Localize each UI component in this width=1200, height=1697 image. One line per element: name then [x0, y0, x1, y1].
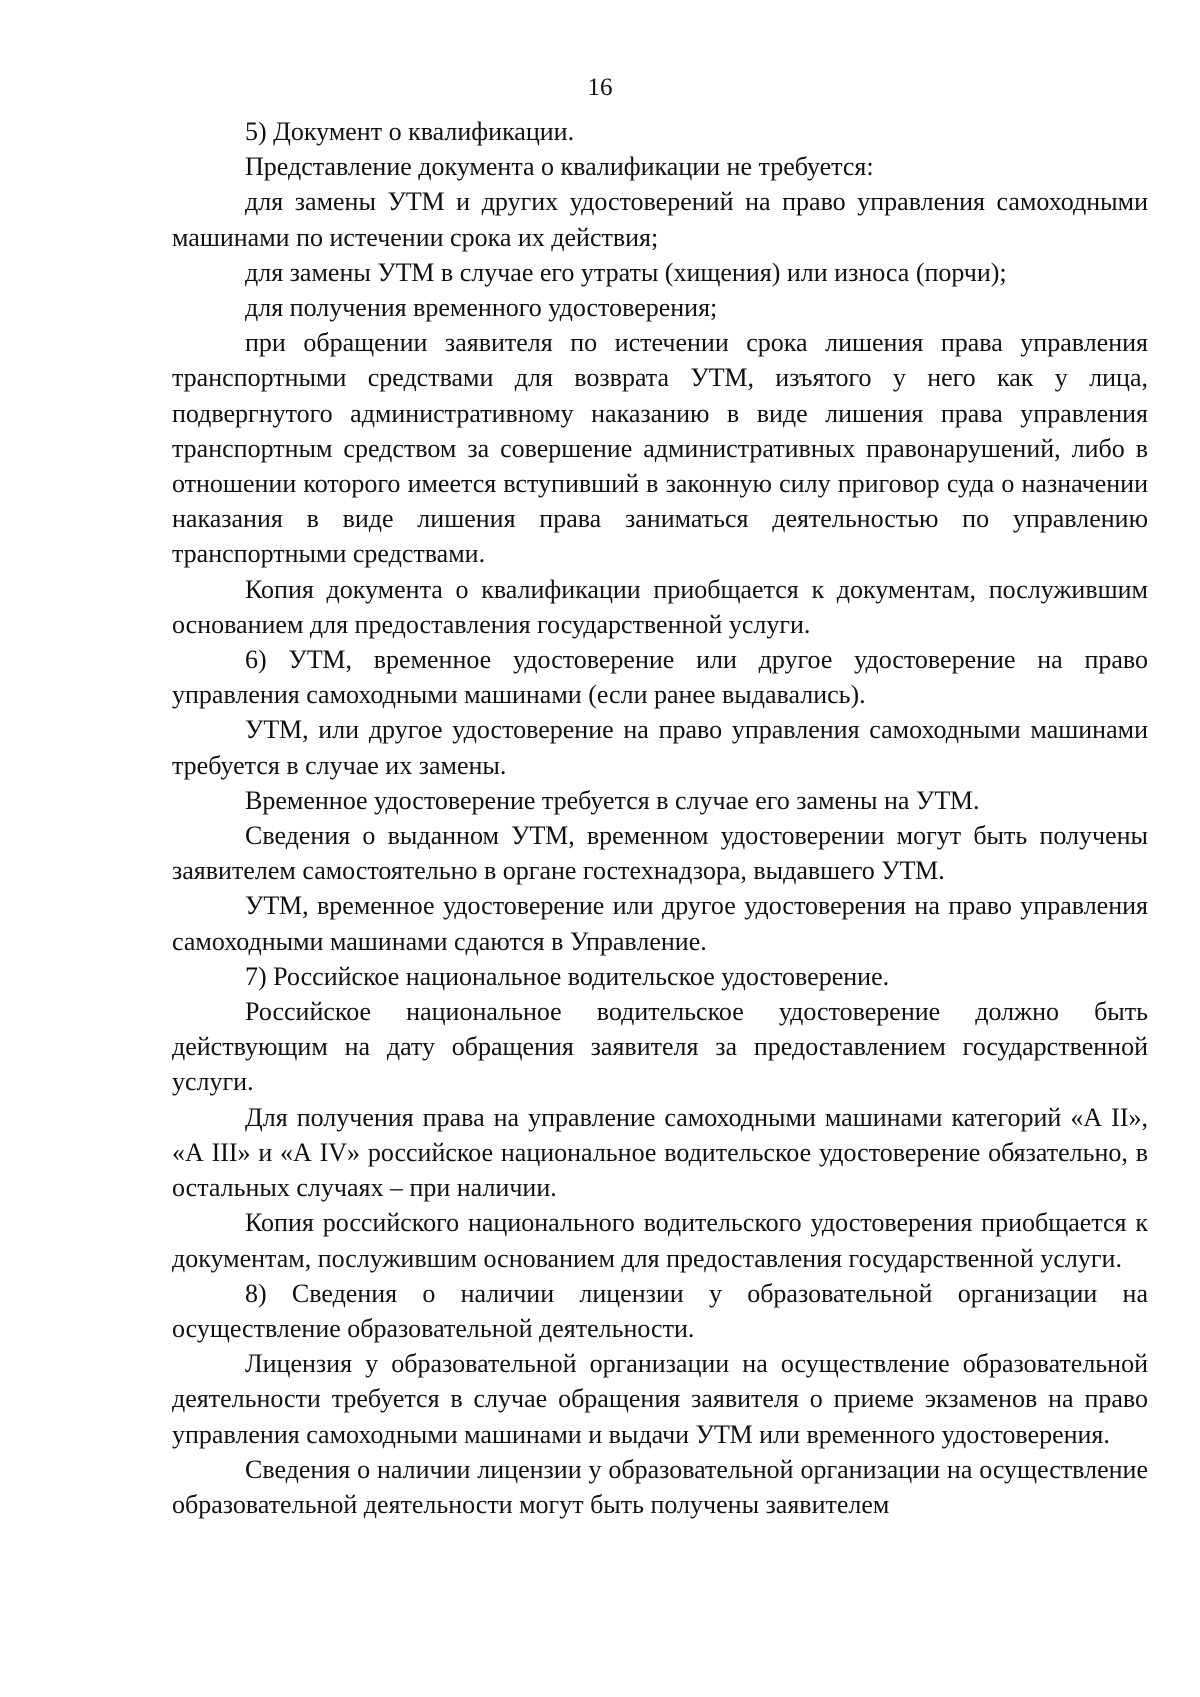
paragraph-temporary-replacement: Временное удостоверение требуется в случае его замены на УТМ. [245, 785, 980, 815]
paragraph-replacement-loss: для замены УТМ в случае его утраты (хищения) или износа (порчи); [245, 257, 1007, 287]
paragraph-item-7-heading: 7) Российское национальное водительское удостоверение. [245, 961, 890, 991]
paragraph-item-5-heading: 5) Документ о квалификации. [245, 117, 575, 146]
paragraph-qualification-copy: Копия документа о квалификации приобщается к документам, послужившим основанием для предоставления государственной услуги. [172, 574, 1148, 639]
paragraph-license-valid: Российское национальное водительское удостоверение должно быть действующим на дату обращения заявителя за предоставлением государственной услуги. [172, 997, 1148, 1097]
paragraph-license-categories: Для получения права на управление самоходными машинами категорий «А II», «А III» и «А IV» российское национальное водительское удостоверение обязательно, в остальных случаях – при наличии. [172, 1102, 1148, 1203]
paragraph-education-license-information: Сведения о наличии лицензии у образовательной организации на осуществление образовательной деятельности могут быть получены заявителем [172, 1454, 1148, 1519]
paragraph-replacement-expiry: для замены УТМ и других удостоверений на право управления самоходными машинами по истечении срока их действия; [172, 187, 1148, 252]
paragraph-license-copy: Копия российского национального водительского удостоверения приобщается к документам, послужившим основанием для предоставления государственной услуги. [172, 1208, 1148, 1273]
paragraph-not-required-intro: Представление документа о квалификации не требуется: [245, 152, 874, 182]
paragraph-utm-replacement: УТМ, или другое удостоверение на право управления самоходными машинами требуется в случае их замены. [172, 715, 1148, 780]
paragraph-education-license-required: Лицензия у образовательной организации на осуществление образовательной деятельности требуется в случае обращения заявителя о приеме экзаменов на право управления самоходными машинами и выдачи УТМ или временного удостоверения. [172, 1349, 1148, 1449]
paragraph-return-after-deprivation: при обращении заявителя по истечении срока лишения права управления транспортными средствами для возврата УТМ, изъятого у него как у лица, подвергнутого административному наказанию в виде лишения права управления транспортным средством за совершение административных правонарушений, либо в отношении которого имеется вступивший в законную силу приговор суда о назначении наказания в виде лишения права заниматься деятельностью по управлению транспортными средствами. [172, 328, 1148, 569]
paragraph-temporary-certificate: для получения временного удостоверения; [245, 293, 718, 323]
paragraph-item-8-heading: 8) Сведения о наличии лицензии у образовательной организации на осуществление образовательной деятельности. [172, 1278, 1148, 1343]
paragraph-handover: УТМ, временное удостоверение или другое удостоверения на право управления самоходными машинами сдаются в Управление. [172, 891, 1148, 956]
paragraph-item-6-heading: 6) УТМ, временное удостоверение или другое удостоверение на право управления самоходными машинами (если ранее выдавались). [172, 645, 1148, 710]
page-number: 16 [587, 74, 613, 101]
paragraph-utm-information: Сведения о выданном УТМ, временном удостоверении могут быть получены заявителем самостоятельно в органе гостехнадзора, выдавшего УТМ. [172, 821, 1148, 886]
document-body [172, 114, 1148, 1522]
